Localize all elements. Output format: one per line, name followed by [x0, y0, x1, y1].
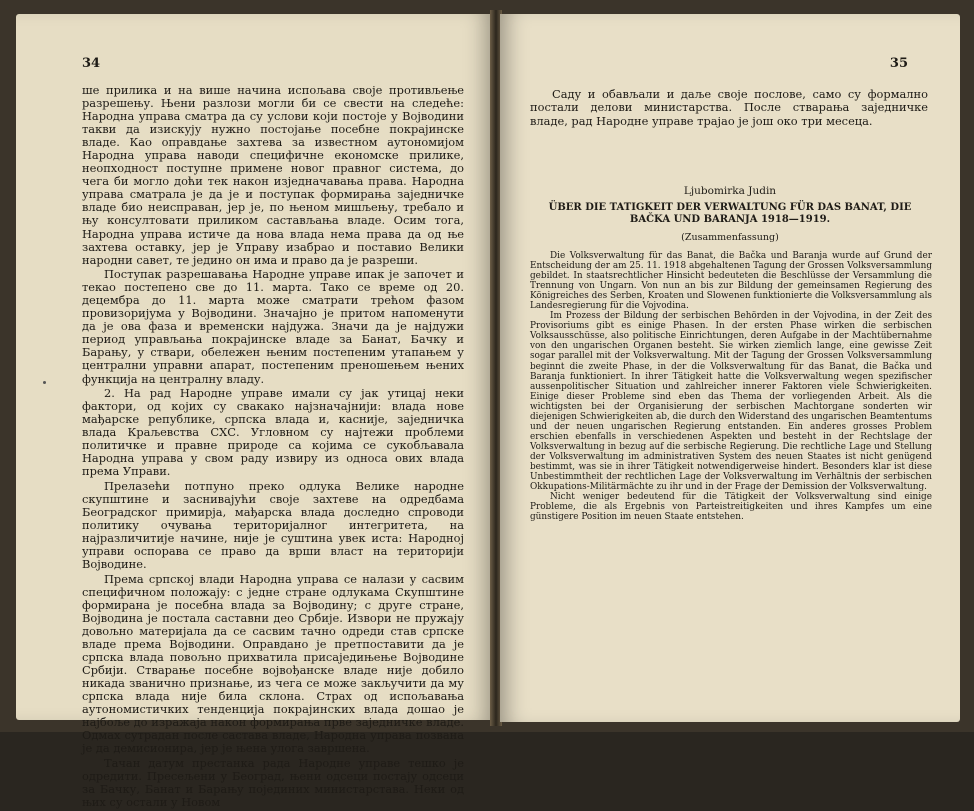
paragraph: Прелазећи потпуно преко одлука Велике народне скупштине и заснивајући своје захтеве на одредбама Београдског примирја, мађарска влада доследно спроводи политику очувања територијалног интегритета, на најразличитије начине, није је суштина увек иста: Народној управи оспорава се право да врши власт на територији Војводине.	[82, 478, 464, 572]
paragraph: 2. На рад Народне управе имали су јак утицај неки фактори, од којих су свакако најзначајнији: влада нове мађарске републике, српска влада и, касније, заједничка влада Краљевства СХС. Угловном су најтежи проблеми политичке и правне природе са којима се сукобљавала Народна управа у свом раду извиру из односа ових влада према Управи.	[82, 386, 464, 479]
summary-title: ÜBER DIE TATIGKEIT DER VERWALTUNG FÜR DAS BANAT, DIE BAČKA UND BARANJA 1918—1919.	[548, 202, 912, 225]
summary-paragraph: Nicht weniger bedeutend für die Tätigkeit der Volksverwaltung sind einige Probleme, die als Ergebnis von Parteistreitigkeiten und ihres Kampfes um eine günstigere Position im neuen Staate entstehen.	[530, 492, 932, 523]
summary-subtitle: (Zusammenfassung)	[681, 232, 779, 243]
paragraph: Према српској влади Народна управа се налази у сасвим специфичном положају: с једне стране одлукама Скупштине формирана је посебна влада за Војводину; с друге стране, Војводина је постала саставни део Србије. Извори не пружају довољно материјала да се сасвим тачно одреди став српске владе према Војводини. Оправдано је претпоставити да је српска влада повољно прихватила присаједињење Војводине Србији. Стварање посебне војвођанске владе није добило никада званично признање, из чега се може закључити да му српска влада није била склона. Страх од испољавања аутономистичких тенденција покрајинских влада дошао је најбоље до изражаја након формирања прве заједничке владе. Одмах сутрадан после састава владе, Народна управа позвана је да демисионира, јер је њена улога завршена.	[82, 571, 464, 756]
right-page-number: 35	[889, 56, 908, 71]
paragraph: Тачан датум престанка рада Народне управе тешко је одредити. Пресељени у Београд, њени одсеци постају одсеци за Бачку, Банат и Барању појединих министарстава. Неки од њих су остали у Новом	[82, 755, 464, 810]
summary-paragraph: Im Prozess der Bildung der serbischen Behörden in der Vojvodina, in der Zeit des Provisoriums gibt es einige Phasen. In der ersten Phase wirken die serbischen Volksausschüsse, also politische Einrichtungen, deren Aufgabe in der Machtübernahme von den ungarischen Organen besteht. Sie wirken ziemlich lange, eine gewisse Zeit sogar parallel mit der Volksverwaltung. Mit der Tagung der Grossen Volksversammlung beginnt die zweite Phase, in der die Volksverwaltung für das Banat, die Bačka und Baranja funktioniert. In ihrer Tätigkeit hatte die Volksverwaltung wegen spezifischer aussenpolitischer Situation und zahlreicher innerer Faktoren viele Schwierigkeiten. Einige dieser Probleme sind eben das Thema der vorliegenden Arbeit. Als die wichtigsten bei der Organisierung der serbischen Machtorgane sonderten wir diejenigen Schwierigkeiten ab, die durch den Widerstand des ungarischen Beamtentums und der neuen ungarischen Regierung entstanden. Ein anderes grosses Problem erschien ebenfalls in verschiedenen Aspekten und besteht in der Rechtslage der Volksverwaltung in bezug auf die serbische Regierung. Die rechtliche Lage und Stellung der Volksverwaltung im administrativen System des neuen Staates ist nicht genügend bestimmt, was sie in ihrer Tätigkeit notwendigerweise hindert. Besonders klar ist diese Unbestimmtheit der rechtlichen Lage der Volksverwaltung im Verhältnis der serbischen Okkupations-Militärmächte zu ihr und in der Frage der Demission der Volksverwaltung.	[530, 311, 932, 493]
paragraph: Поступак разрешавања Народне управе ипак је започет и текао постепено све до 11. марта. Тако се време од 20. децембра до 11. марта може сматрати трећом фазом провизоријума у Војводини. Значајно је притом напоменути да је ова фаза и временски најдужа. Значи да је најдужи период управљања покрајинске владе за Банат, Бачку и Барању, у ствари, обележен њеним постепеним утапањем у централни управни апарат, постепеним преношењем њених функција на централну владу.	[82, 267, 464, 386]
right-page	[500, 14, 960, 722]
right-page-continuation	[530, 88, 928, 128]
paragraph: Саду и обављали и даље своје послове, само су формално постали делови министарства. После стварања заједничке владе, рад Народне управе трајао је још око три месеца.	[530, 87, 928, 128]
left-page-body	[82, 84, 464, 811]
left-page-number: 34	[82, 56, 101, 71]
margin-dot	[43, 381, 46, 384]
paragraph: ше прилика и на више начина испољава своје противљење разрешењу. Њени разлози могли би се свести на следеће: Народна управа сматра да су услови који постоје у Војводини такви да изискују нужно постојање посебне покрајинске владе. Као оправдање захтева за известном аутономијом Народна управа наводи специфичне економске прилике, неопходност поступне примене новог правног система, до чега би могло доћи тек након изједначавања права. Народна управа сматрала је да је и поступак формирања заједничке владе био неисправан, јер је, по њеном мишљењу, требало и њу консултовати приликом састављања владе. Осим тога, Народна управа истиче да нова влада нема права да од ње захтева оставку, јер је Управу изабрао и поставио Велики народни савет, те једино он има и право да је разреши.	[82, 83, 464, 267]
left-page	[16, 14, 492, 810]
summary-body	[530, 251, 932, 522]
author-name: Ljubomirka Judin	[683, 185, 777, 197]
summary-paragraph: Die Volksverwaltung für das Banat, die Bačka und Baranja wurde auf Grund der Entscheidung der am 25. 11. 1918 abgehaltenen Tagung der Grossen Volksversammlung gebildet. In staatsrechtlicher Hinsicht bedeuteten die Beschlüsse der Versammlung die Trennung von Ungarn. Von nun an bis zur Bildung der gemeinsamen Regierung des Königreiches des Serben, Kroaten und Slowenen funktionierte die Volksversammlung als Landesregierung für die Vojvodina.	[530, 251, 932, 312]
